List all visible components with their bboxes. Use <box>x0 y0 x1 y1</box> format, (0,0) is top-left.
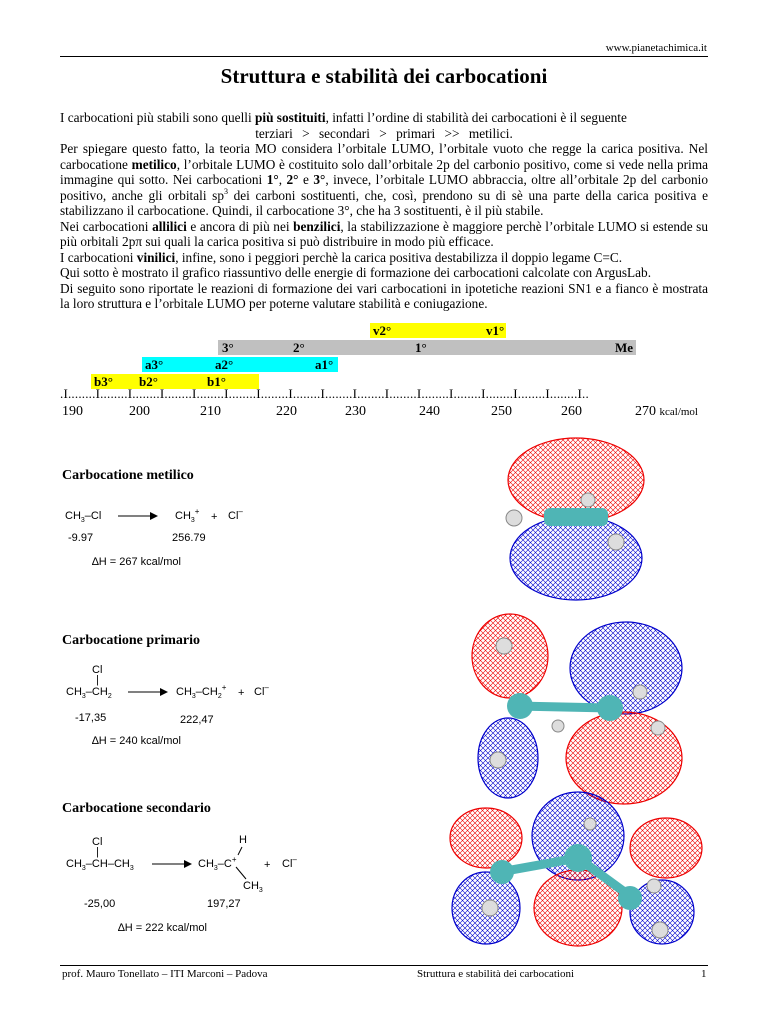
label-3: 3° <box>222 340 234 355</box>
primary-lumo-orbital <box>468 608 708 808</box>
stability-order: terziari > secondari > primari >> metilici. <box>255 125 513 141</box>
secondary-plus: + <box>264 859 271 871</box>
alkyl-bar <box>218 340 636 355</box>
secondary-h: H <box>239 834 247 846</box>
section-title-primary: Carbocatione primario <box>62 633 201 648</box>
section-title-methyl: Carbocatione metilico <box>62 468 194 483</box>
reaction-arrow <box>118 511 158 521</box>
intro-p5: Qui sotto è mostrato il grafico riassuntivo delle energie di formazione dei carbocationi calcolate con ArgusLab. <box>60 265 652 280</box>
label-me: Me <box>615 340 634 355</box>
methyl-cation: $CH_3^+$ <box>175 507 200 525</box>
vinyl-bar <box>370 323 506 338</box>
intro-p1: I carbocationi più stabili sono quelli più sostituiti, infatti l’ordine di stabilità dei carbocationi è il seguente <box>60 110 627 125</box>
primary-bond: | <box>96 674 99 686</box>
reaction-arrow <box>152 859 192 869</box>
secondary-reactant-val: -25,00 <box>84 898 116 910</box>
methyl-chloride: Cl– <box>228 507 243 522</box>
secondary-bond: | <box>96 846 99 858</box>
tick-220: 220 <box>276 404 297 419</box>
label-b3: b3° <box>94 374 113 389</box>
tick-270: 270 kcal/mol <box>635 404 698 419</box>
tick-260: 260 <box>561 404 582 419</box>
primary-delta-h: ∆H = 240 kcal/mol <box>92 735 181 747</box>
label-a3: a3° <box>145 357 164 372</box>
secondary-chloride: Cl– <box>282 855 297 870</box>
secondary-ch3: $CH_3$ <box>243 880 263 895</box>
page-title: Struttura e stabilità dei carbocationi <box>220 64 548 88</box>
header-divider <box>60 56 708 57</box>
footer-divider <box>60 965 708 966</box>
tick-200: 200 <box>129 404 150 419</box>
unit-label: kcal/mol <box>659 406 698 418</box>
label-1: 1° <box>415 340 427 355</box>
secondary-cation: $CH_3-C^+$ <box>198 855 237 873</box>
label-2: 2° <box>293 340 305 355</box>
tick-210: 210 <box>200 404 221 419</box>
label-a1: a1° <box>315 357 334 372</box>
secondary-reactant: $CH_3-CH-CH_3$ <box>66 858 134 873</box>
primary-cl: Cl <box>92 664 103 676</box>
primary-plus: + <box>238 687 245 699</box>
methyl-reactant: $CH_3-Cl$ <box>65 510 102 525</box>
section-title-secondary: Carbocatione secondario <box>62 801 211 816</box>
label-v1: v1° <box>486 323 505 338</box>
intro-p6: Di seguito sono riportate le reazioni di formazione dei vari carbocationi in ipotetiche reazioni SN1 e a fianco è mostrata la loro struttura e l’orbitale LUMO per poterne valutare stabilità e coniugazione. <box>60 280 708 311</box>
primary-cation: $CH_3-CH_2^+$ <box>176 683 227 701</box>
label-v2: v2° <box>373 323 392 338</box>
intro-p2: Per spiegare questo fatto, la teoria MO considera l’orbitale LUMO, l’orbitale vuoto che regge la carica positiva. Nel carbocatione metilico, l’orbitale LUMO è costituito solo dall’orbitale 2p del carbonio positivo, come si vede nella prima immagine qui sotto. Nei carbocationi 1°, 2° e 3°, invece, l’orbitale LUMO abbraccia, oltre all’orbitale 2p del carbonio positivo, anche gli orbitali $sp^3$ dei carboni sostituenti, che, così, prendono su di sè una parte della carica positiva e stabilizzano il carbocatione. Quindi, il carbocatione 3°, che ha 3 sostituenti, è il più stabile. <box>60 141 708 218</box>
intro-text <box>60 110 708 312</box>
tick-230: 230 <box>345 404 366 419</box>
methyl-product-val: 256.79 <box>172 532 206 544</box>
secondary-delta-h: ∆H = 222 kcal/mol <box>118 922 207 934</box>
footer-title: Struttura e stabilità dei carbocationi <box>417 968 575 980</box>
primary-chloride: Cl– <box>254 683 269 698</box>
methyl-lumo-orbital <box>488 430 668 610</box>
methyl-reactant-val: -9.97 <box>68 532 94 544</box>
secondary-lumo-orbital <box>440 788 710 958</box>
secondary-cl: Cl <box>92 836 103 848</box>
methyl-plus: + <box>211 511 218 523</box>
label-b2: b2° <box>139 374 158 389</box>
footer-author: prof. Mauro Tonellato – ITI Marconi – Padova <box>62 968 268 980</box>
label-a2: a2° <box>215 357 234 372</box>
intro-p3: Nei carbocationi allilici e ancora di più nei benzilici, la stabilizzazione è maggiore perchè l’orbitale LUMO si estende su più orbitali 2pπ sui quali la carica positiva si può distribuire in modo più efficace. <box>60 218 708 249</box>
header-url: www.pianetachimica.it <box>605 42 707 54</box>
label-b1: b1° <box>207 374 226 389</box>
tick-190: 190 <box>62 404 83 419</box>
tick-250: 250 <box>491 404 512 419</box>
page-number: 1 <box>701 968 707 980</box>
reaction-arrow <box>128 687 168 697</box>
tick-240: 240 <box>419 404 440 419</box>
methyl-delta-h: ∆H = 267 kcal/mol <box>92 556 181 568</box>
primary-reactant-val: -17,35 <box>75 712 107 724</box>
primary-reactant: $CH_3-CH_2$ <box>66 686 112 701</box>
allyl-bar <box>142 357 338 372</box>
intro-p4: I carbocationi vinilici, infine, sono i peggiori perchè la carica positiva destabilizza il doppio legame C=C. <box>60 249 623 265</box>
energy-scale-ruler: .I........I........I........I........I........I........I........I........I........I........I........I........I........I........I........I........I.. <box>60 386 589 401</box>
secondary-product-val: 197,27 <box>207 898 241 910</box>
primary-product-val: 222,47 <box>180 714 214 726</box>
